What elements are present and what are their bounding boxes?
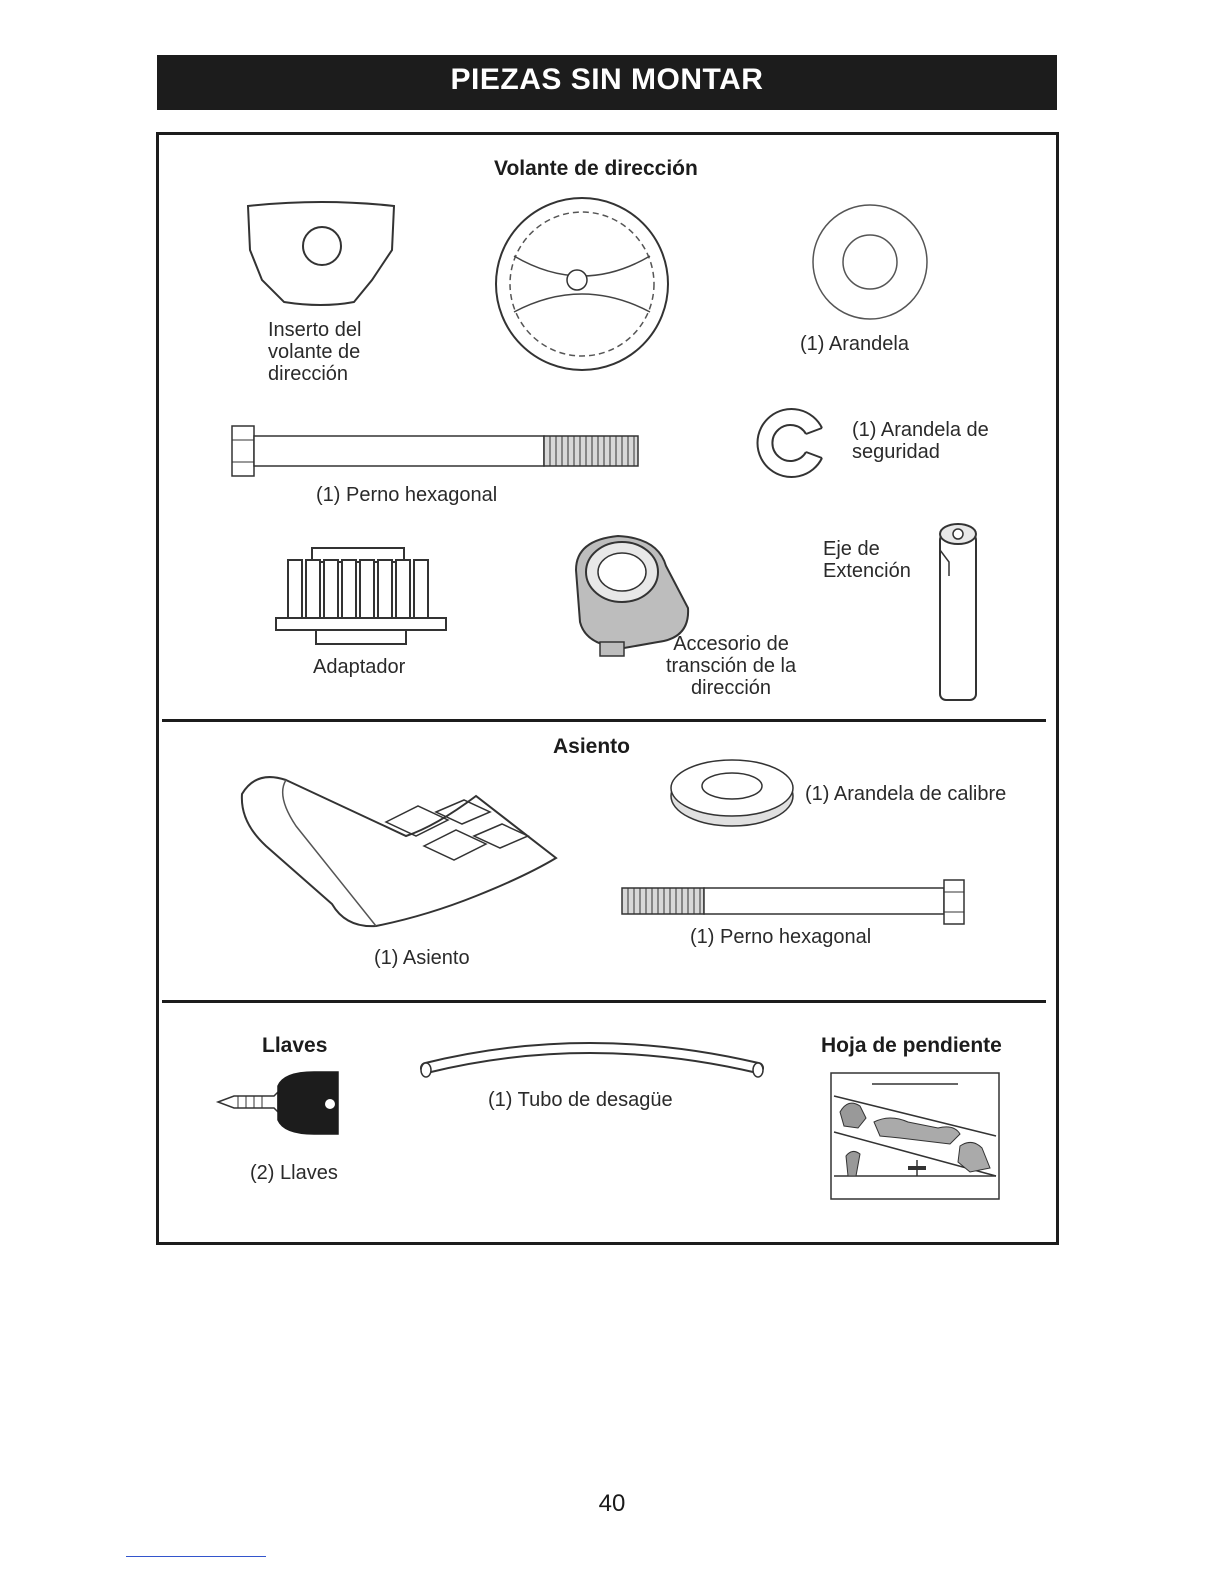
drain-tube-illustration	[418, 1034, 768, 1088]
seat-heading: Asiento	[553, 735, 631, 758]
extension-shaft-illustration	[933, 520, 981, 704]
adapter-illustration	[274, 546, 448, 646]
washer-label: (1) Arandela	[800, 333, 909, 355]
seat-hex-bolt-label: (1) Perno hexagonal	[690, 926, 872, 948]
slope-sheet-illustration	[830, 1072, 1000, 1200]
gauge-washer-label: (1) Arandela de calibre	[805, 783, 1007, 805]
drain-tube-label: (1) Tubo de desagüe	[488, 1089, 673, 1111]
hex-bolt-illustration	[232, 424, 642, 480]
page-number: 40	[598, 1490, 626, 1517]
steering-insert-label: Inserto del volante de dirección	[268, 319, 362, 385]
steering-insert-illustration	[242, 200, 402, 310]
seat-label: (1) Asiento	[374, 947, 470, 969]
keys-heading: Llaves	[262, 1034, 328, 1057]
page-title-banner: PIEZAS SIN MONTAR	[157, 55, 1057, 110]
slope-sheet-heading: Hoja de pendiente	[821, 1034, 1002, 1057]
footer-link-underline	[126, 1556, 266, 1557]
extension-shaft-label: Eje de Extención	[823, 538, 911, 582]
seat-hex-bolt-illustration	[620, 878, 966, 930]
section-divider-1	[162, 719, 1046, 722]
keys-label: (2) Llaves	[250, 1162, 338, 1184]
keys-illustration	[214, 1068, 346, 1138]
section-divider-2	[162, 1000, 1046, 1003]
steering-wheel-illustration	[494, 196, 670, 372]
lock-washer-illustration	[754, 406, 828, 480]
lock-washer-label: (1) Arandela de seguridad	[852, 419, 989, 463]
adapter-label: Adaptador	[313, 656, 406, 678]
steering-heading: Volante de dirección	[494, 157, 698, 180]
seat-illustration	[236, 766, 562, 932]
gauge-washer-illustration	[669, 758, 795, 830]
washer-illustration	[811, 203, 929, 321]
transition-accessory-label: Accesorio de transción de la dirección	[666, 633, 797, 699]
hex-bolt-label: (1) Perno hexagonal	[316, 484, 498, 506]
